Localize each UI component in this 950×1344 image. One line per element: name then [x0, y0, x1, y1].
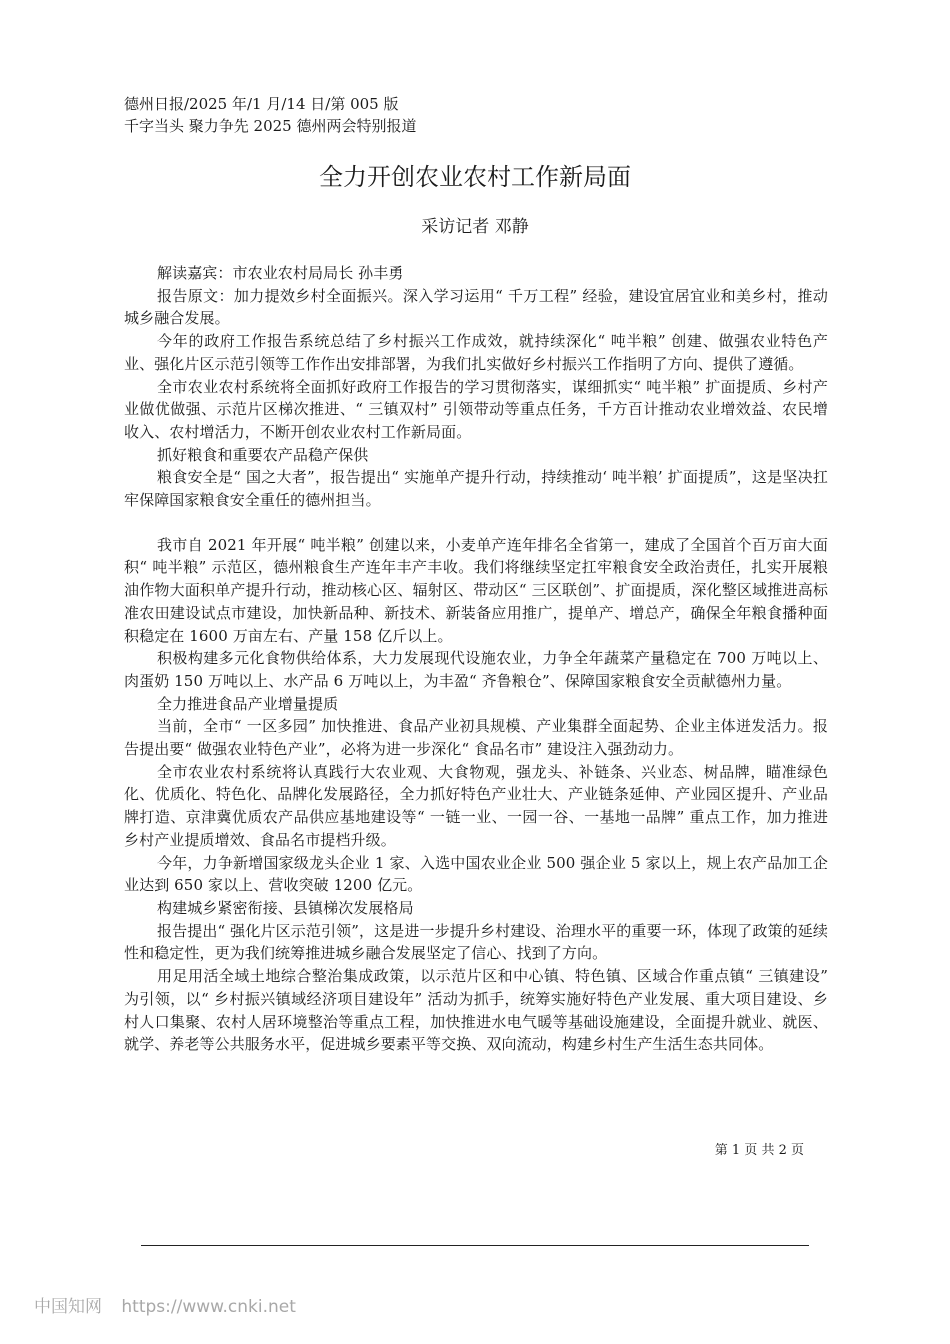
- paragraph: 全市农业农村系统将全面抓好政府工作报告的学习贯彻落实，谋细抓实“ 吨半粮” 扩面提质、乡村产业做优做强、示范片区梯次推进、“ 三镇双村” 引领带动等重点任务，千方百计推动农业增效益、农民增收入、农村增活力，不断开创农业农村工作新局面。: [124, 377, 828, 441]
- paragraph-guest: 解读嘉宾：市农业农村局局长 孙丰勇: [157, 264, 404, 282]
- paragraph: 当前，全市“ 一区多园” 加快推进、食品产业初具规模、产业集群全面起势、企业主体迸发活力。报告提出要“ 做强农业特色产业”，必将为进一步深化“ 食品名市” 建设注入强劲动力。: [124, 717, 828, 759]
- paragraph: 今年的政府工作报告系统总结了乡村振兴工作成效，就持续深化“ 吨半粮” 创建、做强农业特色产业、强化片区示范引领等工作作出安排部署，为我们扎实做好乡村振兴工作指明了方向、提供了遵循。: [124, 332, 828, 373]
- paragraph: 全市农业农村系统将认真践行大农业观、大食物观，强龙头、补链条、兴业态、树品牌，瞄准绿色化、优质化、特色化、品牌化发展路径，全力抓好特色产业壮大、产业链条延伸、产业园区提升、产业品牌打造、京津冀优质农产品供应基地建设等“ 一链一业、一园一谷、一基地一品牌” 重点工作，加力推进乡村产业提质增效、食品名市提档升级。: [124, 762, 828, 849]
- footer-url[interactable]: https://www.cnki.net: [121, 1297, 296, 1317]
- paragraph: 我市自 2021 年开展“ 吨半粮” 创建以来，小麦单产连年排名全省第一，建成了全国首个百万亩大面积“ 吨半粮” 示范区，德州粮食生产连年丰产丰收。我们将继续坚定扛牢粮食安全政治责任，扎实开展粮油作物大面积单产提升行动，推动核心区、辐射区、带动区“ 三区联创”、扩面提质，深化整区域推进高标准农田建设试点市建设，加快新品种、新技术、新装备应用推广，提单产、增总产，确保全年粮食播种面积稳定在 1600 万亩左右、产量 158 亿斤以上。: [124, 535, 828, 645]
- watermark-footer: [34, 1292, 310, 1317]
- header-source-line: 德州日报/2025 年/1 月/14 日/第 005 版: [124, 95, 399, 113]
- article-title: 全力开创农业农村工作新局面: [319, 163, 631, 191]
- header-column-line: 千字当头 聚力争先 2025 德州两会特别报道: [124, 117, 417, 135]
- page-number: 第 1 页 共 2 页: [714, 1143, 804, 1158]
- footer-divider: [141, 1245, 809, 1246]
- paragraph: 今年，力争新增国家级龙头企业 1 家、入选中国农业企业 500 强企业 5 家以上，规上农产品加工企业达到 650 家以上、营收突破 1200 亿元。: [124, 853, 828, 895]
- paragraph: 粮食安全是“ 国之大者”，报告提出“ 实施单产提升行动，持续推动‘ 吨半粮’ 扩面提质”，这是坚决扛牢保障国家粮食安全重任的德州担当。: [124, 468, 828, 510]
- section-heading: 构建城乡紧密衔接、县镇梯次发展格局: [157, 898, 414, 917]
- article-body: [124, 262, 828, 1056]
- paragraph: 报告提出“ 强化片区示范引领”，这是进一步提升乡村建设、治理水平的重要一环，体现了政策的延续性和稳定性，更为我们统筹推进城乡融合发展坚定了信心、找到了方向。: [124, 921, 828, 963]
- article-byline: 采访记者 邓静: [421, 217, 529, 237]
- paragraph: 积极构建多元化食物供给体系，大力发展现代设施农业，力争全年蔬菜产量稳定在 700 万吨以上、肉蛋奶 150 万吨以上、水产品 6 万吨以上，为丰盈“ 齐鲁粮仓”、保障国家粮食安全贡献德州力量。: [124, 649, 828, 690]
- publication-header: [124, 93, 416, 137]
- footer-brand: 中国知网: [34, 1297, 102, 1317]
- paragraph: 用足用活全域土地综合整治集成政策，以示范片区和中心镇、特色镇、区域合作重点镇“ 三镇建设” 为引领，以“ 乡村振兴镇域经济项目建设年” 活动为抓手，统筹实施好特色产业发展、重大项目建设、乡村人口集聚、农村人居环境整治等重点工程，加快推进水电气暖等基础设施建设，全面提升就业、就医、就学、养老等公共服务水平，促进城乡要素平等交换、双向流动，构建乡村生产生活生态共同体。: [124, 967, 828, 1054]
- section-heading: 抓好粮食和重要农产品稳产保供: [157, 445, 369, 464]
- paragraph: 报告原文：加力提效乡村全面振兴。深入学习运用“ 千万工程” 经验，建设宜居宜业和美乡村，推动城乡融合发展。: [124, 286, 828, 328]
- section-heading: 全力推进食品产业增量提质: [157, 694, 339, 713]
